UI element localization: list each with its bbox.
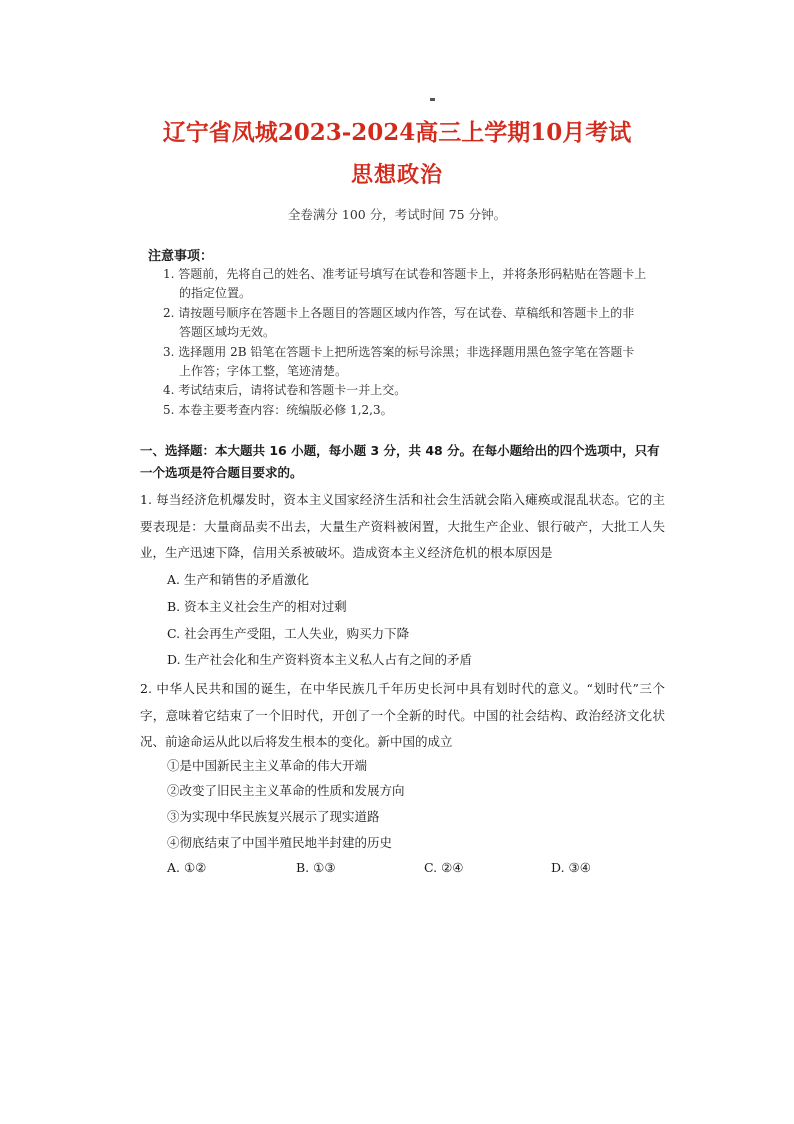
question-1-option-d: D. 生产社会化和生产资料资本主义私人占有之间的矛盾 [167,652,473,667]
question-2-statement-4: ④彻底结束了中国半殖民地半封建的历史 [167,835,393,850]
question-2-choice-d: D. ③④ [551,860,591,875]
question-1-option-a: A. 生产和销售的矛盾激化 [167,572,309,587]
notice-line: 1. 答题前，先将自己的姓名、准考证号填写在试卷和答题卡上，并将条形码粘贴在答题卡上 [163,267,647,281]
question-2-statement-3: ③为实现中华民族复兴展示了现实道路 [167,809,380,824]
subject-title: 思想政治 [350,162,443,188]
question-2-statement-1: ①是中国新民主主义革命的伟大开端 [167,758,368,773]
question-1-stem: 1. 每当经济危机爆发时，资本主义国家经济生活和社会生活就会陷入瘫痪或混乱状态。它的主要表现是：大量商品卖不出去，大量生产资料被闲置，大批生产企业、银行破产，大批工人失业，生产迅速下降，信用关系被破坏。造成资本主义经济危机的根本原因是 [140,492,665,560]
notice-line: 5. 本卷主要考查内容：统编版必修 1,2,3。 [163,402,393,417]
question-1-option-c: C. 社会再生产受阻，工人失业，购买力下降 [167,626,410,641]
question-1-option-b: B. 资本主义社会生产的相对过剩 [167,599,347,614]
question-2-statement-2: ②改变了旧民主主义革命的性质和发展方向 [167,783,405,798]
section-heading: 一、选择题：本大题共 16 小题，每小题 3 分，共 48 分。在每小题给出的四个选项中，只有一个选项是符合题目要求的。 [140,443,660,480]
question-2-choice-a: A. ①② [167,860,207,875]
notice-line: 2. 请按题号顺序在答题卡上各题目的答题区域内作答，写在试卷、草稿纸和答题卡上的非 [163,305,635,320]
question-2-choice-b: B. ①③ [296,860,336,875]
notice-line: 上作答；字体工整，笔迹清楚。 [179,364,348,379]
notice-list [163,265,663,420]
notice-line: 3. 选择题用 2B 铅笔在答题卡上把所选答案的标号涂黑；非选择题用黑色签字笔在答题卡 [163,344,635,359]
question-2-choice-c: C. ②④ [424,860,464,875]
notice-line: 的指定位置。 [179,286,252,301]
notice-heading: 注意事项： [148,249,214,264]
notice-line: 答题区域均无效。 [179,325,276,340]
exam-title: 辽宁省凤城2023-2024高三上学期10月考试 [162,119,632,146]
exam-info: 全卷满分 100 分，考试时间 75 分钟。 [287,207,507,222]
scan-mark [430,98,435,101]
question-2-stem: 2. 中华人民共和国的诞生，在中华民族几千年历史长河中具有划时代的意义。“划时代”三个字，意味着它结束了一个旧时代，开创了一个全新的时代。中国的社会结构、政治经济文化状况、前途命运从此以后将发生根本的变化。新中国的成立 [140,681,665,749]
notice-line: 4. 考试结束后，请将试卷和答题卡一并上交。 [163,383,407,398]
